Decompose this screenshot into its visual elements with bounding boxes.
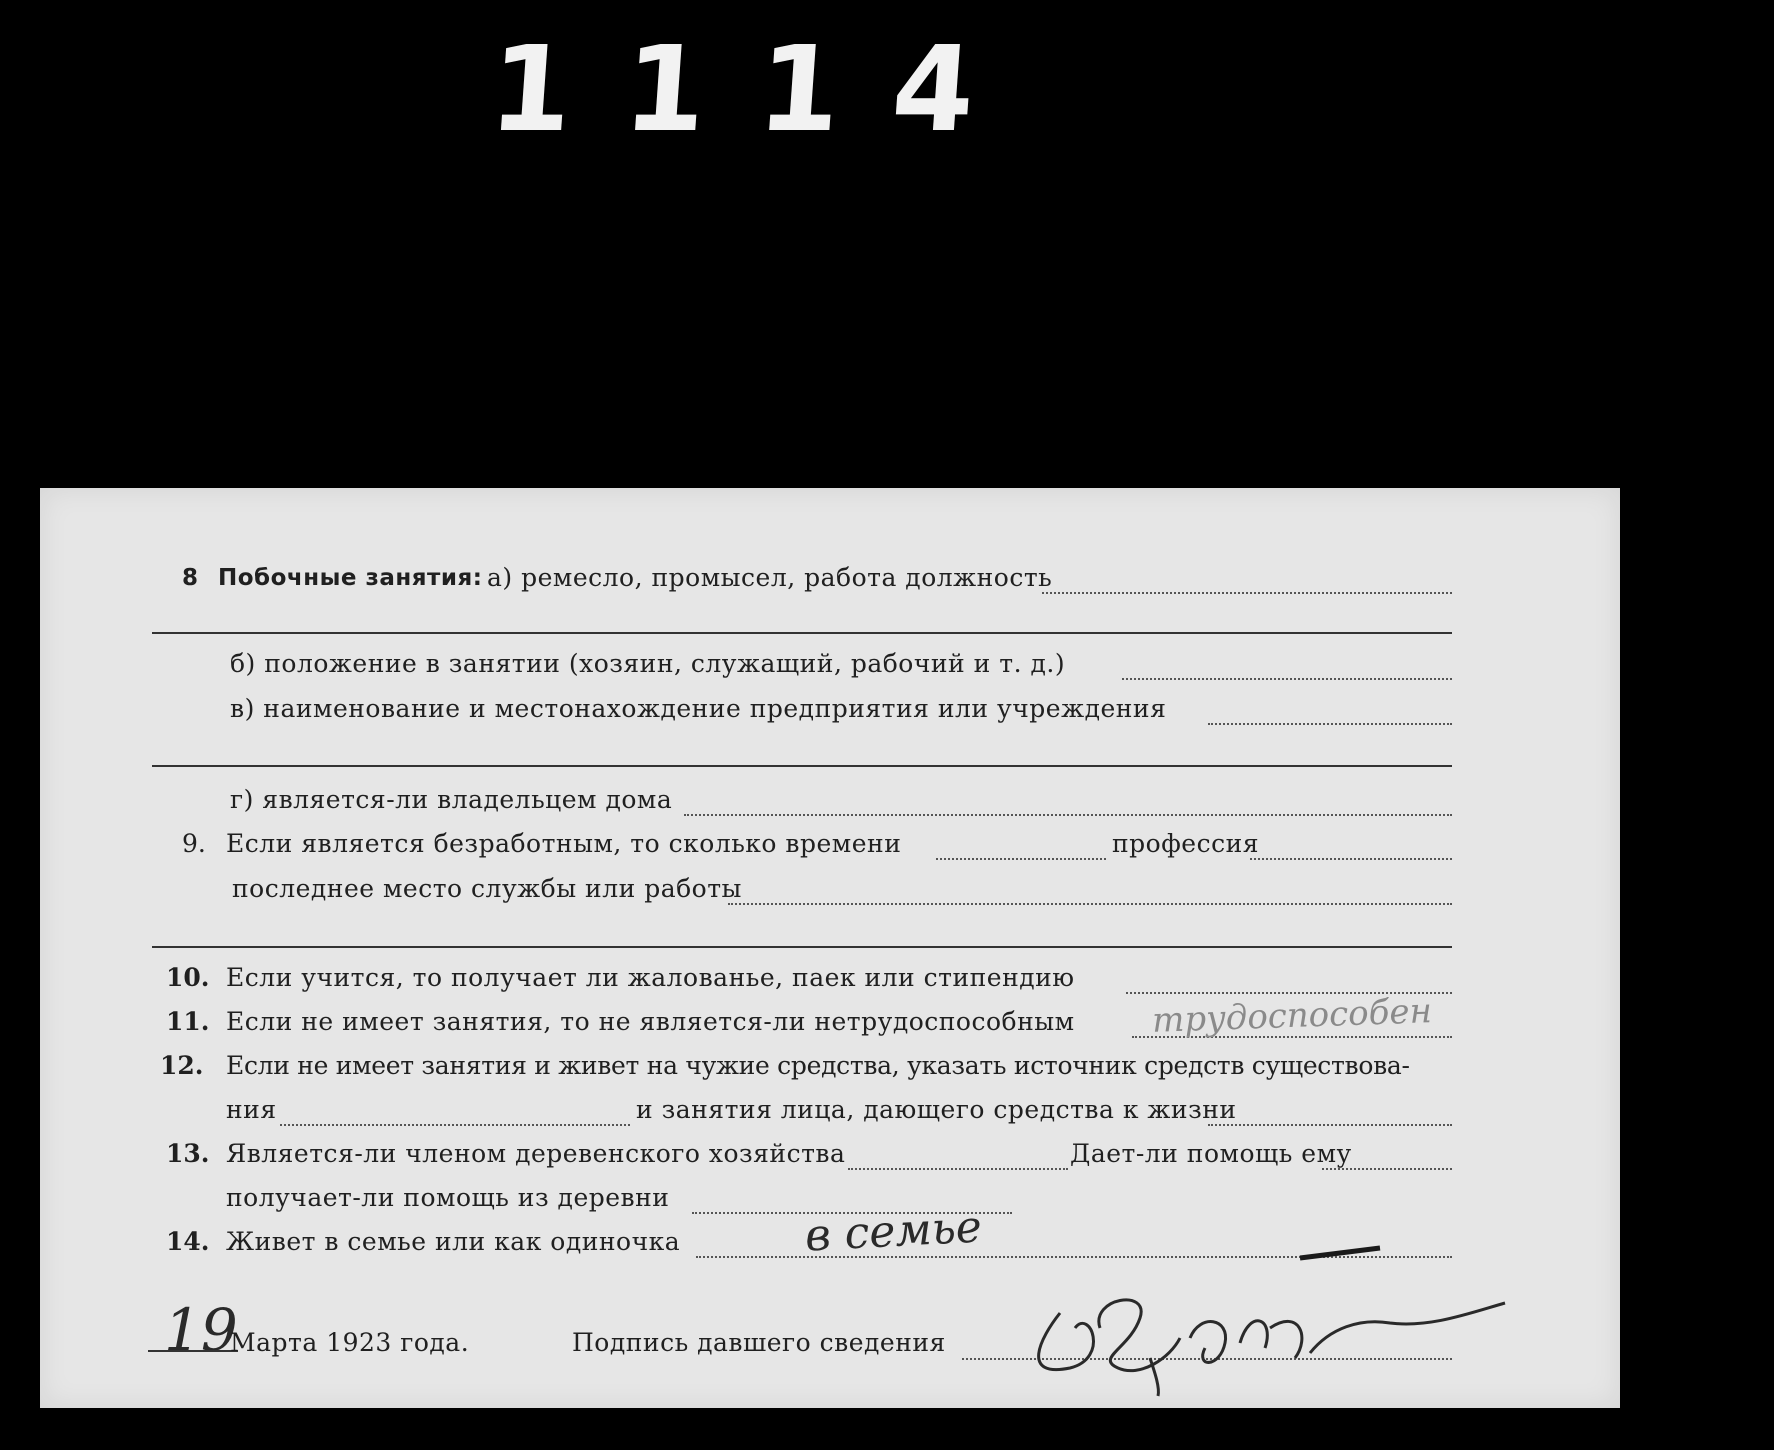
q8b-text: б) положение в занятии (хозяин, служащий, рабочий и т. д.): [230, 649, 1066, 678]
q12-person-line: [1208, 1124, 1452, 1126]
questionnaire-card: [40, 488, 1620, 1408]
q8v-line-2: [152, 765, 1452, 767]
q12-cont-a: ния: [226, 1095, 277, 1124]
q9-number: 9.: [182, 829, 206, 858]
q9-text: Если является безработным, то сколько времени: [226, 829, 902, 858]
footer-day: 19: [164, 1296, 238, 1364]
q9-profession-label: профессия: [1112, 829, 1260, 858]
signature: [1000, 1218, 1540, 1398]
q14-number: 14.: [166, 1227, 210, 1256]
q9-last-place-line: [728, 903, 1452, 905]
q8v-text: в) наименование и местонахождение предприятия или учреждения: [230, 694, 1167, 723]
q11-text: Если не имеет занятия, то не является-ли нетрудоспособным: [226, 1007, 1075, 1036]
q8b-line: [1122, 678, 1452, 680]
q12-number: 12.: [160, 1051, 204, 1080]
q11-answer: трудоспособен: [1151, 991, 1433, 1041]
q8g-line: [684, 814, 1452, 816]
q8a-line-2: [152, 632, 1452, 634]
q13-help: Дает-ли помощь ему: [1070, 1139, 1352, 1168]
q14-answer: в семье: [803, 1201, 983, 1262]
q9-profession-line: [1250, 858, 1452, 860]
footer-signature-label: Подпись давшего сведения: [572, 1328, 946, 1357]
q13-text: Является-ли членом деревенского хозяйства: [226, 1139, 846, 1168]
footer-date-text: Марта 1923 года.: [230, 1328, 470, 1357]
q13-member-line: [848, 1168, 1068, 1170]
frame-number: 1114: [485, 20, 1032, 158]
q9-last-place: последнее место службы или работы: [232, 874, 742, 903]
q14-text: Живет в семье или как одиночка: [226, 1227, 681, 1256]
q13-number: 13.: [166, 1139, 210, 1168]
q12-cont-b: и занятия лица, дающего средства к жизни: [636, 1095, 1237, 1124]
q10-number: 10.: [166, 963, 210, 992]
q13-receives: получает-ли помощь из деревни: [226, 1183, 670, 1212]
q8-number: 8: [182, 565, 199, 591]
q8v-line: [1208, 723, 1452, 725]
q12-source-line: [280, 1124, 630, 1126]
footer-day-line: [148, 1350, 238, 1352]
q8a-text: а) ремесло, промысел, работа должность: [487, 563, 1053, 592]
q13-help-line: [1322, 1168, 1452, 1170]
q8a-line: [1042, 592, 1452, 594]
q8g-text: г) является-ли владельцем дома: [230, 785, 673, 814]
q8-label: Побочные занятия:: [218, 565, 483, 591]
q10-text: Если учится, то получает ли жалованье, паек или стипендию: [226, 963, 1075, 992]
q9-time-line: [936, 858, 1106, 860]
q12-text: Если не имеет занятия и живет на чужие средства, указать источник средств существова-: [226, 1051, 1410, 1080]
q9-line-2: [152, 946, 1452, 948]
q11-number: 11.: [166, 1007, 210, 1036]
